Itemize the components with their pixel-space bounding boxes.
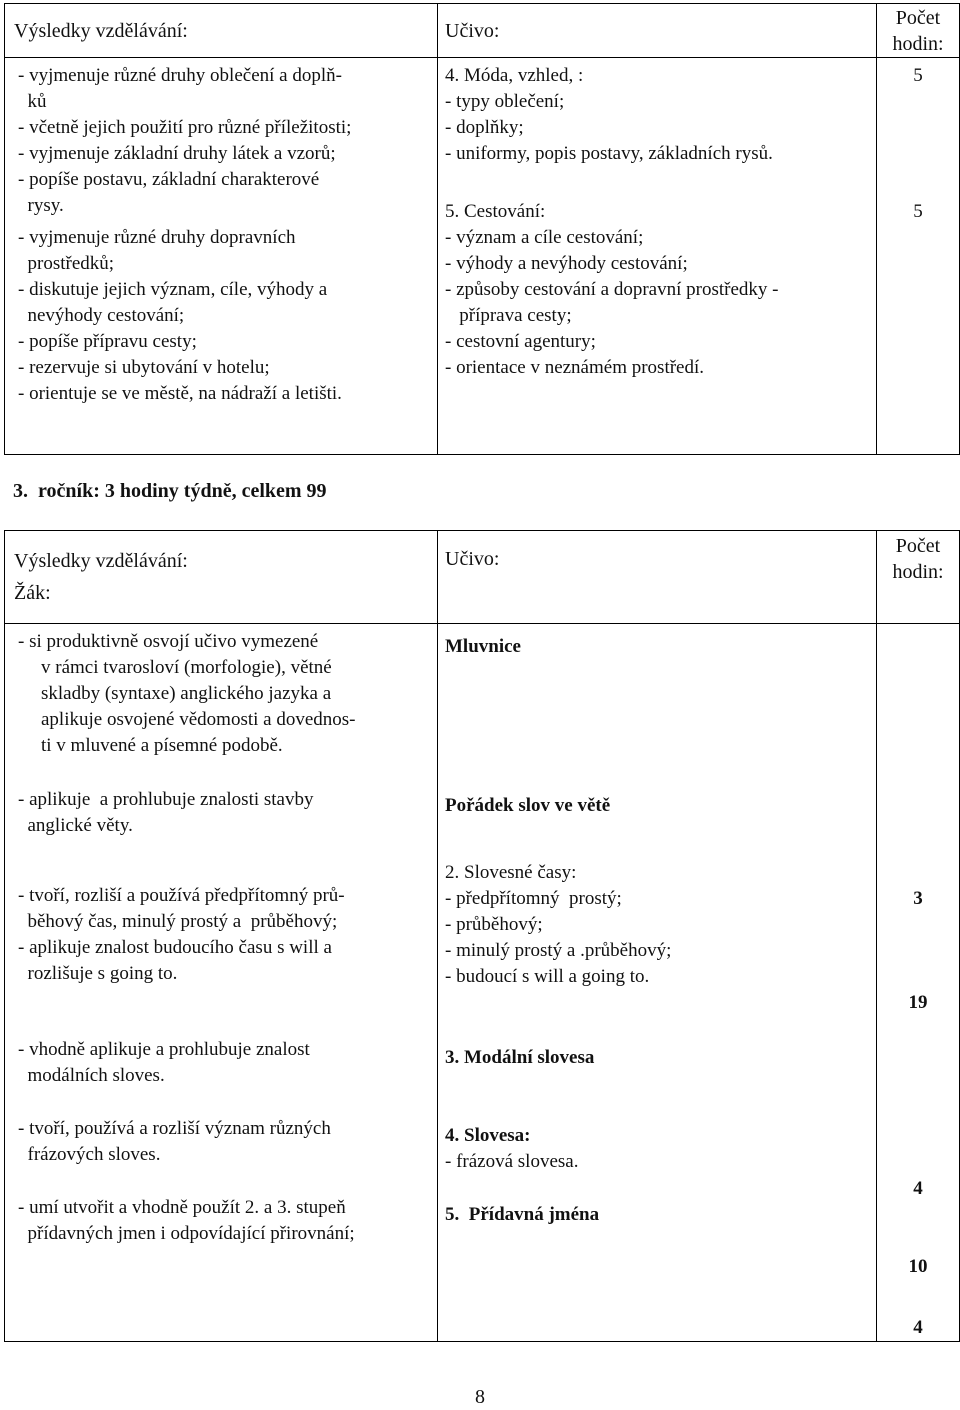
outcome-block: - tvoří, rozliší a používá předpřítomný prů- běhový čas, minulý prostý a průběhový; - aplikuje znalost budoucího času s will a rozlišuje s going to.: [18, 885, 345, 984]
curriculum-cell: [438, 624, 877, 1342]
topic-title: 4. Slovesa:: [445, 1125, 531, 1146]
hours-cell: [877, 624, 960, 1342]
topic-item: - způsoby cestování a dopravní prostředky -: [445, 279, 779, 300]
topic-item: - doplňky;: [445, 117, 524, 138]
curriculum-table-2: [4, 530, 960, 1342]
outcome-line: - diskutuje jejich význam, cíle, výhody a: [18, 279, 328, 300]
header-curriculum: Učivo:: [438, 4, 877, 58]
outcome-line: - orientuje se ve městě, na nádraží a letišti.: [18, 383, 342, 404]
outcome-line: nevýhody cestování;: [18, 305, 185, 326]
outcomes-cell: [5, 58, 438, 455]
outcome-line: prostředků;: [18, 253, 115, 274]
topic-item: - orientace v neznámém prostředí.: [445, 357, 705, 378]
header-outcomes: Výsledky vzdělávání:: [5, 4, 438, 58]
hours-value: 5: [913, 201, 923, 222]
curriculum-table-1: [4, 3, 960, 455]
outcome-line: rysy.: [18, 195, 64, 216]
hours-value: 3: [913, 888, 923, 909]
outcome-line: - vyjmenuje různé druhy dopravních: [18, 227, 296, 248]
outcome-line: ků: [18, 91, 47, 112]
topic-title: 3. Modální slovesa: [445, 1047, 595, 1068]
topic-title: Mluvnice: [445, 636, 521, 657]
student-label: Žák:: [14, 582, 51, 604]
topic-title: 4. Móda, vzhled, :: [445, 65, 584, 86]
hours-value: 4: [913, 1317, 923, 1338]
topic-title: 2. Slovesné časy:: [445, 862, 577, 883]
outcome-block: - tvoří, používá a rozliší význam různých frázových sloves.: [18, 1118, 331, 1165]
hours-value: 10: [908, 1256, 928, 1277]
topic-item: příprava cesty;: [445, 305, 572, 326]
outcome-line: - rezervuje si ubytování v hotelu;: [18, 357, 270, 378]
outcome-line: - vyjmenuje základní druhy látek a vzorů;: [18, 143, 336, 164]
topic-item: - výhody a nevýhody cestování;: [445, 253, 688, 274]
outcomes-cell: [5, 624, 438, 1342]
topic-title: 5. Přídavná jména: [445, 1204, 600, 1225]
header-hours: Počet hodin:: [877, 531, 960, 624]
topic-item: - význam a cíle cestování;: [445, 227, 644, 248]
section-heading: 3. ročník: 3 hodiny týdně, celkem 99: [13, 480, 327, 502]
curriculum-cell: [438, 58, 877, 455]
outcome-block: - aplikuje a prohlubuje znalosti stavby anglické věty.: [18, 789, 314, 836]
header-outcomes: Výsledky vzdělávání: Žák:: [5, 531, 438, 624]
header-curriculum: Učivo:: [438, 531, 877, 624]
topic-item: - předpřítomný prostý;: [445, 888, 622, 909]
outcome-line: - popíše přípravu cesty;: [18, 331, 197, 352]
topic-item: - minulý prostý a .průběhový;: [445, 940, 672, 961]
outcome-line: - vyjmenuje různé druhy oblečení a doplň-: [18, 65, 342, 86]
outcome-line: - popíše postavu, základní charakterové: [18, 169, 320, 190]
outcome-block: - si produktivně osvojí učivo vymezené v rámci tvarosloví (morfologie), větné skladby (syntaxe) anglického jazyka a aplikuje osvojené vědomosti a dovednos- ti v mluvené a písemné podobě.: [18, 631, 356, 756]
hours-value: 19: [908, 992, 928, 1013]
topic-title: 5. Cestování:: [445, 201, 546, 222]
topic-item: - frázová slovesa.: [445, 1151, 579, 1172]
hours-value: 4: [913, 1178, 923, 1199]
topic-item: - uniformy, popis postavy, základních rysů.: [445, 143, 773, 164]
hours-cell: [877, 58, 960, 455]
outcome-block: - umí utvořit a vhodně použít 2. a 3. stupeň přídavných jmen i odpovídající přirovnání;: [18, 1197, 355, 1244]
outcome-line: - včetně jejich použití pro různé příležitosti;: [18, 117, 352, 138]
header-hours: Počet hodin:: [877, 4, 960, 58]
topic-item: - typy oblečení;: [445, 91, 565, 112]
topic-item: - cestovní agentury;: [445, 331, 596, 352]
topic-item: - budoucí s will a going to.: [445, 966, 650, 987]
page-number: 8: [475, 1386, 485, 1408]
topic-item: - průběhový;: [445, 914, 543, 935]
hours-value: 5: [913, 65, 923, 86]
outcome-block: - vhodně aplikuje a prohlubuje znalost modálních sloves.: [18, 1039, 310, 1086]
topic-title: Pořádek slov ve větě: [445, 795, 611, 816]
